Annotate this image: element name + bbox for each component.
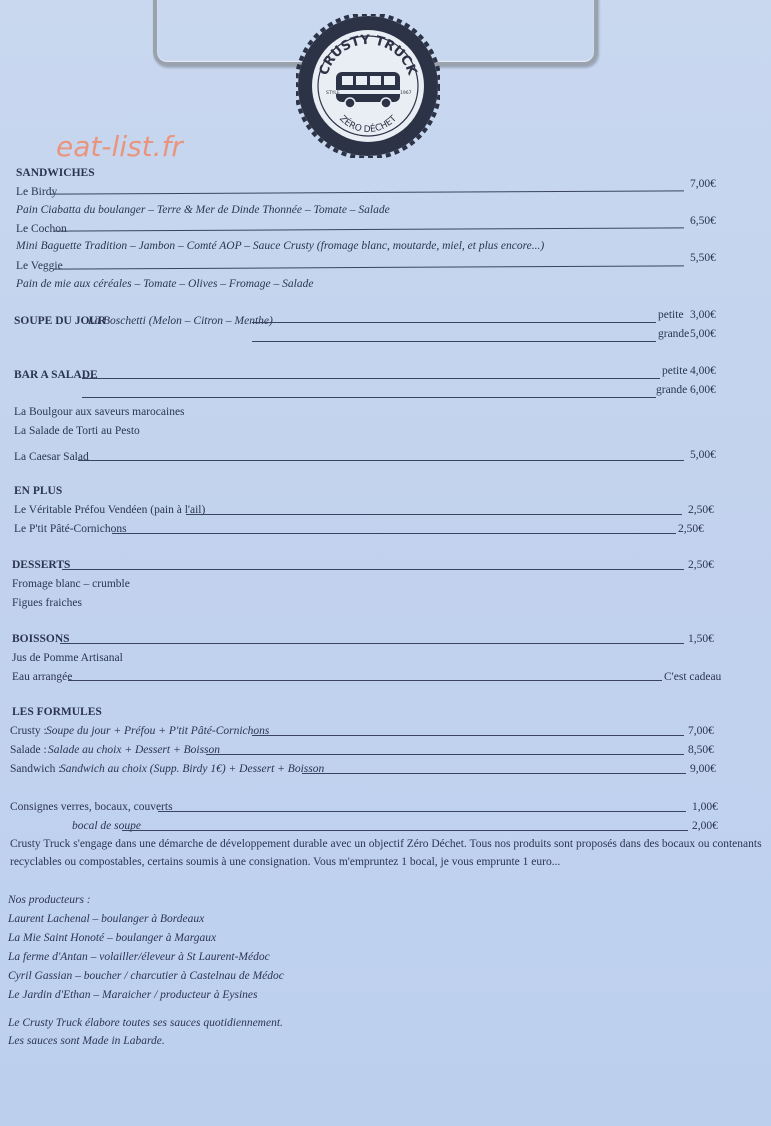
watermark: eat-list.fr — [56, 130, 183, 163]
enplus-item-price: 2,50€ — [678, 523, 704, 535]
consignes-label: Consignes verres, bocaux, couverts — [10, 801, 173, 813]
consignes-price: 1,00€ — [692, 801, 718, 813]
formule-price: 9,00€ — [690, 763, 716, 775]
leader-line — [206, 754, 684, 755]
boissons-item: Jus de Pomme Artisanal — [12, 652, 123, 664]
crusty-truck-logo — [296, 14, 440, 158]
soupe-name: La Boschetti (Melon – Citron – Menthe) — [88, 315, 273, 327]
soupe-small-label: petite — [658, 309, 684, 321]
soupe-small-price: 3,00€ — [690, 309, 716, 321]
leader-line — [252, 341, 656, 342]
salade-small-label: petite — [662, 365, 688, 377]
formule-name: Sandwich : — [10, 763, 62, 775]
consignes-paragraph-line: Crusty Truck s'engage dans une démarche de développement durable avec un objectif Zéro Déchet. Tous nos produits sont proposés dans des bocaux ou contenants — [10, 838, 762, 850]
producteurs-heading: Nos producteurs : — [8, 894, 91, 906]
producteur-item: Le Jardin d'Ethan – Maraicher / producteur à Eysines — [8, 989, 258, 1001]
eau-price: C'est cadeau — [664, 671, 722, 683]
salade-heading: BAR A SALADE — [14, 369, 98, 381]
soupe-large-price: 5,00€ — [690, 328, 716, 340]
logo-top-text: CRUSTY TRUCK — [316, 32, 420, 78]
formule-name: Crusty : — [10, 725, 47, 737]
caesar-price: 5,00€ — [690, 449, 716, 461]
caesar-name: La Caesar Salad — [14, 451, 89, 463]
menu-item-name: Le Veggie — [16, 260, 63, 272]
footer-note: Les sauces sont Made in Labarde. — [8, 1035, 165, 1047]
footer-note: Le Crusty Truck élabore toutes ses sauces quotidiennement. — [8, 1017, 283, 1029]
eau-name: Eau arrangée — [12, 671, 73, 683]
leader-line — [112, 533, 676, 534]
soupe-heading: SOUPE DU JOUR — [14, 315, 107, 327]
leader-line — [252, 735, 684, 736]
formules-heading: LES FORMULES — [12, 706, 102, 718]
salade-large-label: grande — [656, 384, 688, 396]
menu-item-desc: Mini Baguette Tradition – Jambon – Comté AOP – Sauce Crusty (fromage blanc, moutarde, miel, et plus encore...) — [16, 240, 545, 252]
enplus-heading: EN PLUS — [14, 485, 63, 497]
logo-bottom-text: ZÉRO DÉCHET — [337, 113, 399, 136]
sandwiches-heading: SANDWICHES — [16, 167, 95, 179]
leader-line — [122, 830, 688, 831]
salade-large-price: 6,00€ — [690, 384, 716, 396]
boissons-price: 1,50€ — [688, 633, 714, 645]
logo-left-small: STYLE — [326, 91, 340, 96]
salade-small-price: 4,00€ — [690, 365, 716, 377]
formule-desc: Salade au choix + Dessert + Boisson — [48, 744, 221, 756]
menu-item-desc: Pain de mie aux céréales – Tomate – Olives – Fromage – Salade — [16, 278, 314, 290]
menu-item-price: 6,50€ — [690, 215, 716, 227]
enplus-item-name: Le P'tit Pâté-Cornichons — [14, 523, 127, 535]
bocal-label: bocal de soupe — [72, 820, 141, 832]
bocal-price: 2,00€ — [692, 820, 718, 832]
logo-right-small: 1967 — [400, 91, 412, 96]
menu-item-name: Le Cochon — [16, 223, 67, 235]
boissons-heading: BOISSONS — [12, 633, 70, 645]
leader-line — [302, 773, 686, 774]
salade-item: La Salade de Torti au Pesto — [14, 425, 140, 437]
formule-desc: Soupe du jour + Préfou + P'tit Pâté-Cornichons — [46, 725, 270, 737]
formule-price: 8,50€ — [688, 744, 714, 756]
menu-item-price: 7,00€ — [690, 178, 716, 190]
formule-price: 7,00€ — [688, 725, 714, 737]
leader-line — [68, 680, 662, 681]
leader-line — [186, 514, 682, 515]
producteur-item: Cyril Gassian – boucher / charcutier à Castelnau de Médoc — [8, 970, 284, 982]
menu-item-price: 5,50€ — [690, 252, 716, 264]
soupe-large-label: grande — [658, 328, 690, 340]
formule-name: Salade : — [10, 744, 47, 756]
enplus-item-name: Le Véritable Préfou Vendéen (pain à l'ail) — [14, 504, 206, 516]
leader-line — [158, 811, 686, 812]
salade-item: La Boulgour aux saveurs marocaines — [14, 406, 185, 418]
producteur-item: La Mie Saint Honoté – boulanger à Margaux — [8, 932, 217, 944]
leader-line — [54, 227, 684, 231]
desserts-heading: DESSERTS — [12, 559, 71, 571]
dessert-item: Figues fraiches — [12, 597, 82, 609]
leader-line — [78, 460, 684, 461]
producteur-item: La ferme d'Antan – volailler/éleveur à St Laurent-Médoc — [8, 951, 270, 963]
leader-line — [50, 190, 684, 194]
leader-line — [60, 643, 684, 644]
consignes-paragraph-line: recyclables ou compostables, certains soumis à une consignation. Vous m'empruntez 1 bocal, je vous emprunte 1 euro... — [10, 856, 561, 868]
menu-item-name: Le Birdy — [16, 186, 58, 198]
leader-line — [252, 322, 656, 323]
menu-item-desc: Pain Ciabatta du boulanger – Terre & Mer de Dinde Thonnée – Tomate – Salade — [16, 204, 390, 216]
leader-line — [82, 397, 656, 398]
enplus-item-price: 2,50€ — [688, 504, 714, 516]
producteur-item: Laurent Lachenal – boulanger à Bordeaux — [8, 913, 205, 925]
leader-line — [62, 569, 684, 570]
dessert-item: Fromage blanc – crumble — [12, 578, 130, 590]
leader-line — [82, 378, 660, 379]
leader-line — [54, 265, 684, 269]
formule-desc: Sandwich au choix (Supp. Birdy 1€) + Dessert + Boisson — [60, 763, 325, 775]
desserts-price: 2,50€ — [688, 559, 714, 571]
